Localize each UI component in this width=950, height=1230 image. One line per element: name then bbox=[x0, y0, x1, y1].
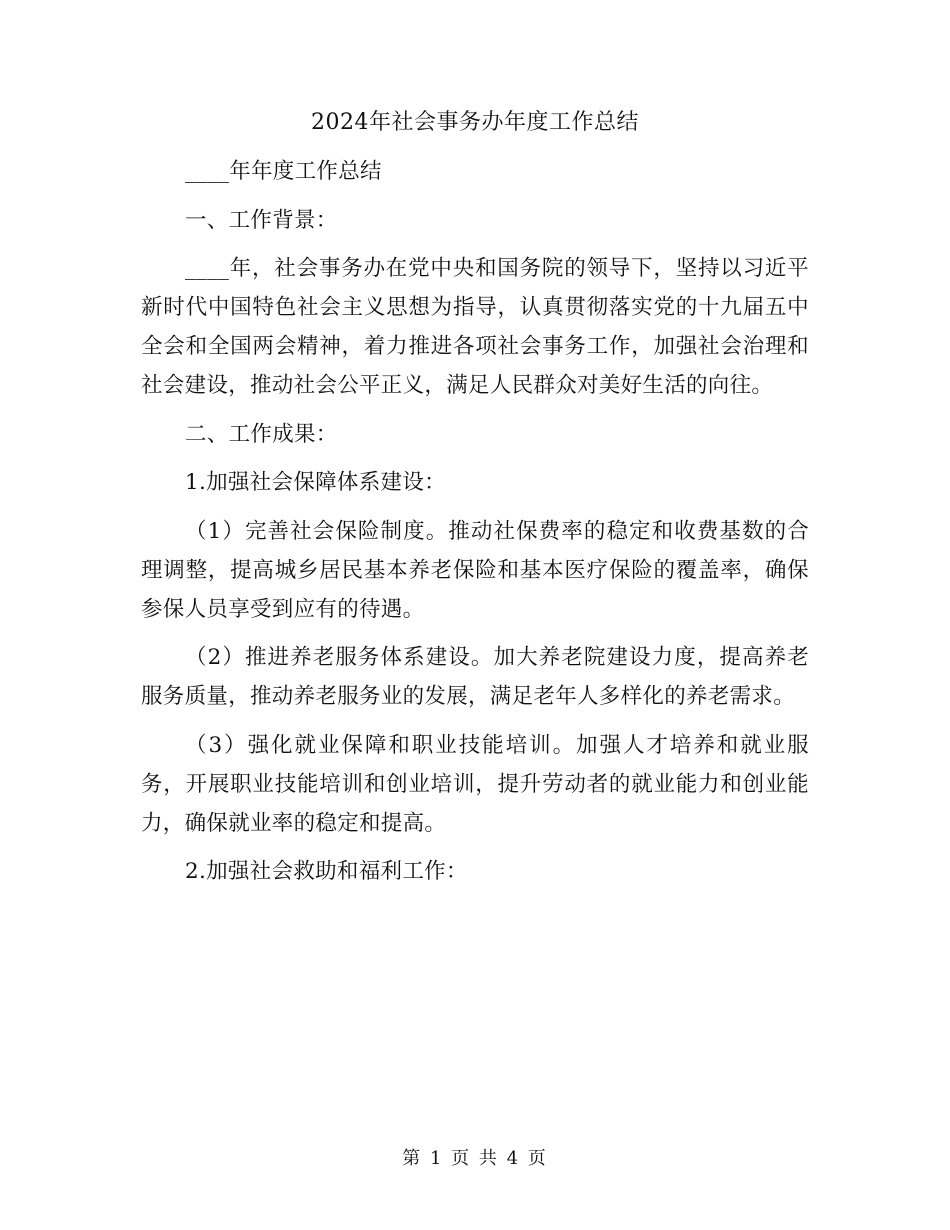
document-title: 2024年社会事务办年度工作总结 bbox=[311, 110, 639, 135]
heading-work-background: 一、工作背景： bbox=[185, 207, 338, 233]
paragraph-employment: （3）强化就业保障和职业技能培训。加强人才培养和就业服务，开展职业技能培训和创业培训，提升劳动者的就业能力和创业能力，确保就业率的稳定和提高。 bbox=[141, 732, 809, 836]
heading-social-assistance: 2.加强社会救助和福利工作： bbox=[185, 859, 468, 884]
heading-work-results: 二、工作成果： bbox=[185, 421, 338, 447]
paragraph-social-insurance: （1）完善社会保险制度。推动社保费率的稳定和收费基数的合理调整，提高城乡居民基本养老保险和基本医疗保险的覆盖率，确保参保人员享受到应有的待遇。 bbox=[141, 518, 809, 622]
page-number-footer: 第 1 页 共 4 页 bbox=[402, 1148, 548, 1169]
paragraph-background: ____年，社会事务办在党中央和国务院的领导下，坚持以习近平新时代中国特色社会主义思想为指导，认真贯彻落实党的十九届五中全会和全国两会精神，着力推进各项社会事务工作，加强社会治理和社会建设，推动社会公平正义，满足人民群众对美好生活的向往。 bbox=[141, 256, 809, 398]
paragraph-annual-summary: ____年年度工作总结 bbox=[185, 159, 382, 184]
heading-social-security: 1.加强社会保障体系建设： bbox=[185, 470, 446, 495]
document-body bbox=[141, 152, 809, 901]
paragraph-elderly-care: （2）推进养老服务体系建设。加大养老院建设力度，提高养老服务质量，推动养老服务业的发展，满足老年人多样化的养老需求。 bbox=[141, 645, 809, 709]
